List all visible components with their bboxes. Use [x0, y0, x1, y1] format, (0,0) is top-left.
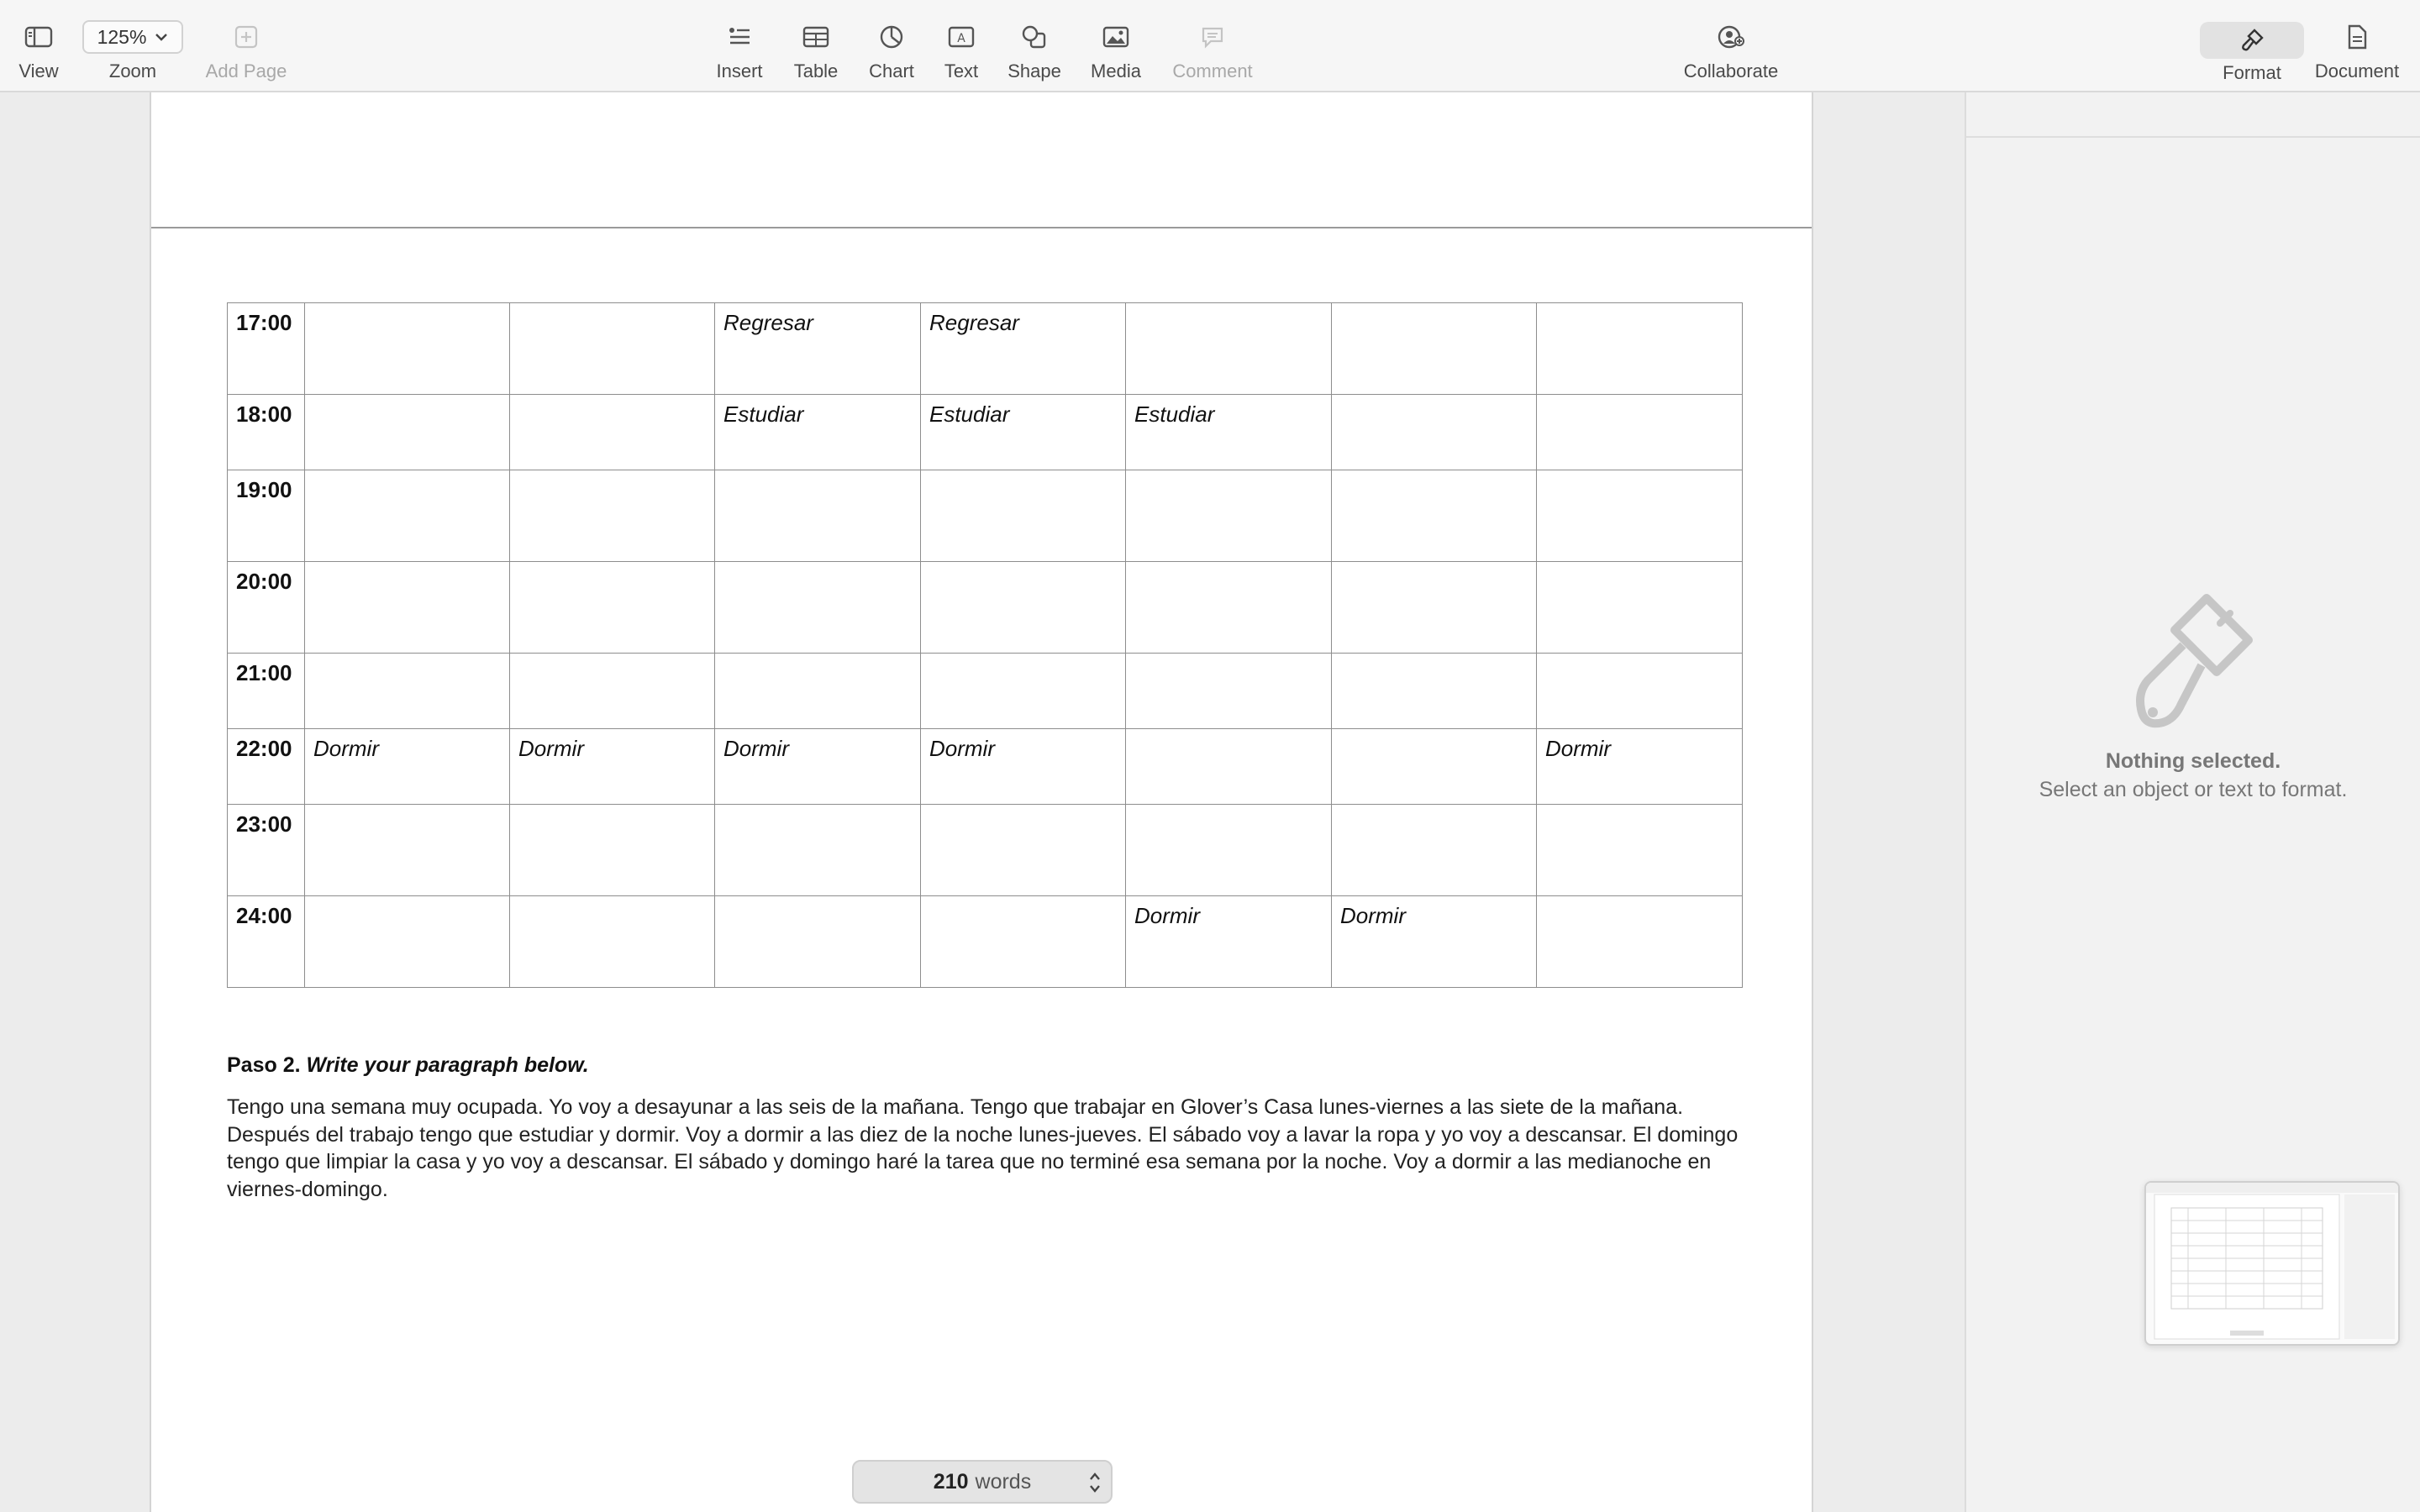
zoom-select[interactable] [82, 20, 183, 54]
schedule-cell[interactable] [305, 805, 510, 896]
time-cell[interactable]: 17:00 [228, 303, 305, 395]
time-cell[interactable]: 23:00 [228, 805, 305, 896]
schedule-row [228, 729, 1743, 805]
schedule-row [228, 562, 1743, 654]
schedule-cell[interactable] [510, 562, 715, 654]
schedule-row [228, 805, 1743, 896]
schedule-cell[interactable]: Estudiar [1126, 395, 1332, 470]
schedule-cell[interactable]: Dormir [921, 729, 1126, 805]
table-icon [802, 15, 829, 59]
schedule-cell[interactable] [1537, 562, 1743, 654]
schedule-cell[interactable] [305, 562, 510, 654]
media-photo-icon [1102, 15, 1129, 59]
schedule-cell[interactable] [510, 303, 715, 395]
time-cell[interactable]: 21:00 [228, 654, 305, 729]
schedule-cell[interactable] [510, 395, 715, 470]
schedule-cell[interactable] [1537, 303, 1743, 395]
zoom-value: 125% [97, 25, 147, 48]
schedule-cell[interactable] [1332, 654, 1537, 729]
collaborate-icon [1717, 15, 1745, 59]
schedule-cell[interactable] [715, 805, 921, 896]
schedule-cell[interactable] [305, 303, 510, 395]
thumbnail-preview-icon [2146, 1183, 2398, 1344]
schedule-cell[interactable]: Dormir [715, 729, 921, 805]
schedule-cell[interactable] [1126, 470, 1332, 562]
toolbar [0, 0, 2420, 92]
time-cell[interactable]: 19:00 [228, 470, 305, 562]
media-button[interactable] [1065, 15, 1166, 82]
schedule-cell[interactable] [1126, 729, 1332, 805]
paintbrush-placeholder-icon [2126, 586, 2260, 742]
schedule-cell[interactable]: Dormir [510, 729, 715, 805]
schedule-cell[interactable] [305, 896, 510, 988]
insert-label: Insert [716, 60, 763, 81]
paso-lead: Paso 2. [227, 1053, 301, 1077]
schedule-cell[interactable]: Dormir [1537, 729, 1743, 805]
time-cell[interactable]: 20:00 [228, 562, 305, 654]
chevron-down-icon [155, 33, 168, 41]
schedule-cell[interactable] [1126, 303, 1332, 395]
comment-icon [1200, 15, 1225, 59]
zoom-label: Zoom [108, 60, 157, 81]
schedule-cell[interactable] [921, 470, 1126, 562]
chart-label: Chart [869, 60, 914, 81]
sidebar-divider [1966, 136, 2420, 138]
schedule-cell[interactable]: Regresar [921, 303, 1126, 395]
schedule-cell[interactable] [715, 896, 921, 988]
schedule-cell[interactable] [715, 562, 921, 654]
shape-icon [1021, 15, 1048, 59]
text-box-icon [948, 15, 975, 59]
schedule-cell[interactable] [1537, 654, 1743, 729]
schedule-cell[interactable]: Dormir [1332, 896, 1537, 988]
schedule-cell[interactable] [1332, 395, 1537, 470]
paragraph-text[interactable]: Tengo una semana muy ocupada. Yo voy a desayunar a las seis de la mañana. Tengo que trabajar en Glover’s Casa lunes-viernes a las siete de la mañana. Después del trabajo tengo que estudiar y dormir. Voy a dormir a las diez de la noche lunes-jueves. El sábado voy a lavar la ropa y yo voy a descansar. El domingo tengo que limpiar la casa y yo voy a descansar. El sábado y domingo haré la tarea que no terminé esa semana por la noche. Voy a dormir a las medianoche en viernes-domingo. [227, 1095, 1739, 1201]
schedule-cell[interactable] [1332, 470, 1537, 562]
schedule-cell[interactable] [1537, 470, 1743, 562]
chart-pie-icon [879, 15, 904, 59]
nothing-selected-text: Nothing selected. [2105, 749, 2281, 773]
schedule-cell[interactable] [921, 805, 1126, 896]
up-down-chevron-icon [1089, 1470, 1101, 1495]
table-label: Table [793, 60, 839, 81]
screenshot-thumbnail[interactable] [2144, 1181, 2400, 1346]
time-cell[interactable]: 18:00 [228, 395, 305, 470]
schedule-cell[interactable] [1537, 805, 1743, 896]
schedule-row [228, 470, 1743, 562]
schedule-cell[interactable] [715, 470, 921, 562]
schedule-cell[interactable] [1126, 654, 1332, 729]
paso-heading [227, 1053, 589, 1078]
schedule-cell[interactable]: Estudiar [715, 395, 921, 470]
schedule-cell[interactable] [715, 654, 921, 729]
add-page-icon [234, 15, 259, 59]
word-count-control[interactable] [852, 1460, 1113, 1504]
time-cell[interactable]: 24:00 [228, 896, 305, 988]
schedule-cell[interactable] [305, 654, 510, 729]
schedule-row [228, 896, 1743, 988]
schedule-cell[interactable]: Dormir [1126, 896, 1332, 988]
schedule-table[interactable] [227, 302, 1743, 988]
schedule-cell[interactable] [305, 395, 510, 470]
document-page[interactable] [150, 92, 1813, 1512]
schedule-cell[interactable] [1332, 303, 1537, 395]
document-icon [2346, 15, 2368, 59]
schedule-cell[interactable]: Estudiar [921, 395, 1126, 470]
schedule-cell[interactable] [921, 896, 1126, 988]
word-count-number: 210 [933, 1469, 969, 1494]
schedule-cell[interactable] [1332, 729, 1537, 805]
schedule-cell[interactable] [1332, 562, 1537, 654]
view-label: View [18, 60, 59, 81]
schedule-cell[interactable] [510, 896, 715, 988]
insert-list-icon [727, 15, 752, 59]
view-button[interactable] [0, 15, 89, 82]
sidebar-toggle-icon [24, 15, 53, 59]
schedule-cell[interactable] [1126, 562, 1332, 654]
format-button[interactable] [2202, 18, 2302, 84]
schedule-cell[interactable] [1537, 896, 1743, 988]
add-page-button[interactable] [196, 15, 297, 82]
schedule-cell[interactable] [921, 654, 1126, 729]
schedule-cell[interactable] [1126, 805, 1332, 896]
collaborate-button[interactable] [1681, 15, 1781, 82]
format-active-pill [2200, 22, 2304, 59]
comment-label: Comment [1172, 60, 1253, 81]
schedule-cell[interactable] [921, 562, 1126, 654]
format-label: Format [2223, 62, 2281, 83]
schedule-cell[interactable] [510, 654, 715, 729]
shape-label: Shape [1007, 60, 1061, 81]
schedule-cell[interactable]: Regresar [715, 303, 921, 395]
schedule-cell[interactable] [510, 805, 715, 896]
comment-button[interactable] [1162, 15, 1263, 82]
text-label: Text [944, 60, 979, 81]
schedule-cell[interactable] [305, 470, 510, 562]
schedule-row [228, 395, 1743, 470]
add-page-label: Add Page [205, 60, 287, 81]
svg-text:A: A [957, 32, 965, 45]
document-label: Document [2314, 60, 2400, 81]
zoom-control[interactable] [82, 15, 183, 82]
paso-instruction: Write your paragraph below. [306, 1053, 589, 1077]
schedule-cell[interactable] [1332, 805, 1537, 896]
schedule-cell[interactable]: Dormir [305, 729, 510, 805]
collaborate-label: Collaborate [1683, 60, 1779, 81]
paintbrush-icon [2239, 28, 2265, 53]
media-label: Media [1091, 60, 1141, 81]
schedule-row [228, 303, 1743, 395]
document-button[interactable] [2307, 15, 2407, 82]
schedule-cell[interactable] [510, 470, 715, 562]
time-cell[interactable]: 22:00 [228, 729, 305, 805]
page-break-line [151, 227, 1812, 228]
select-hint-text: Select an object or text to format. [2039, 778, 2348, 801]
schedule-row [228, 654, 1743, 729]
word-count-label: words [975, 1469, 1032, 1494]
schedule-cell[interactable] [1537, 395, 1743, 470]
